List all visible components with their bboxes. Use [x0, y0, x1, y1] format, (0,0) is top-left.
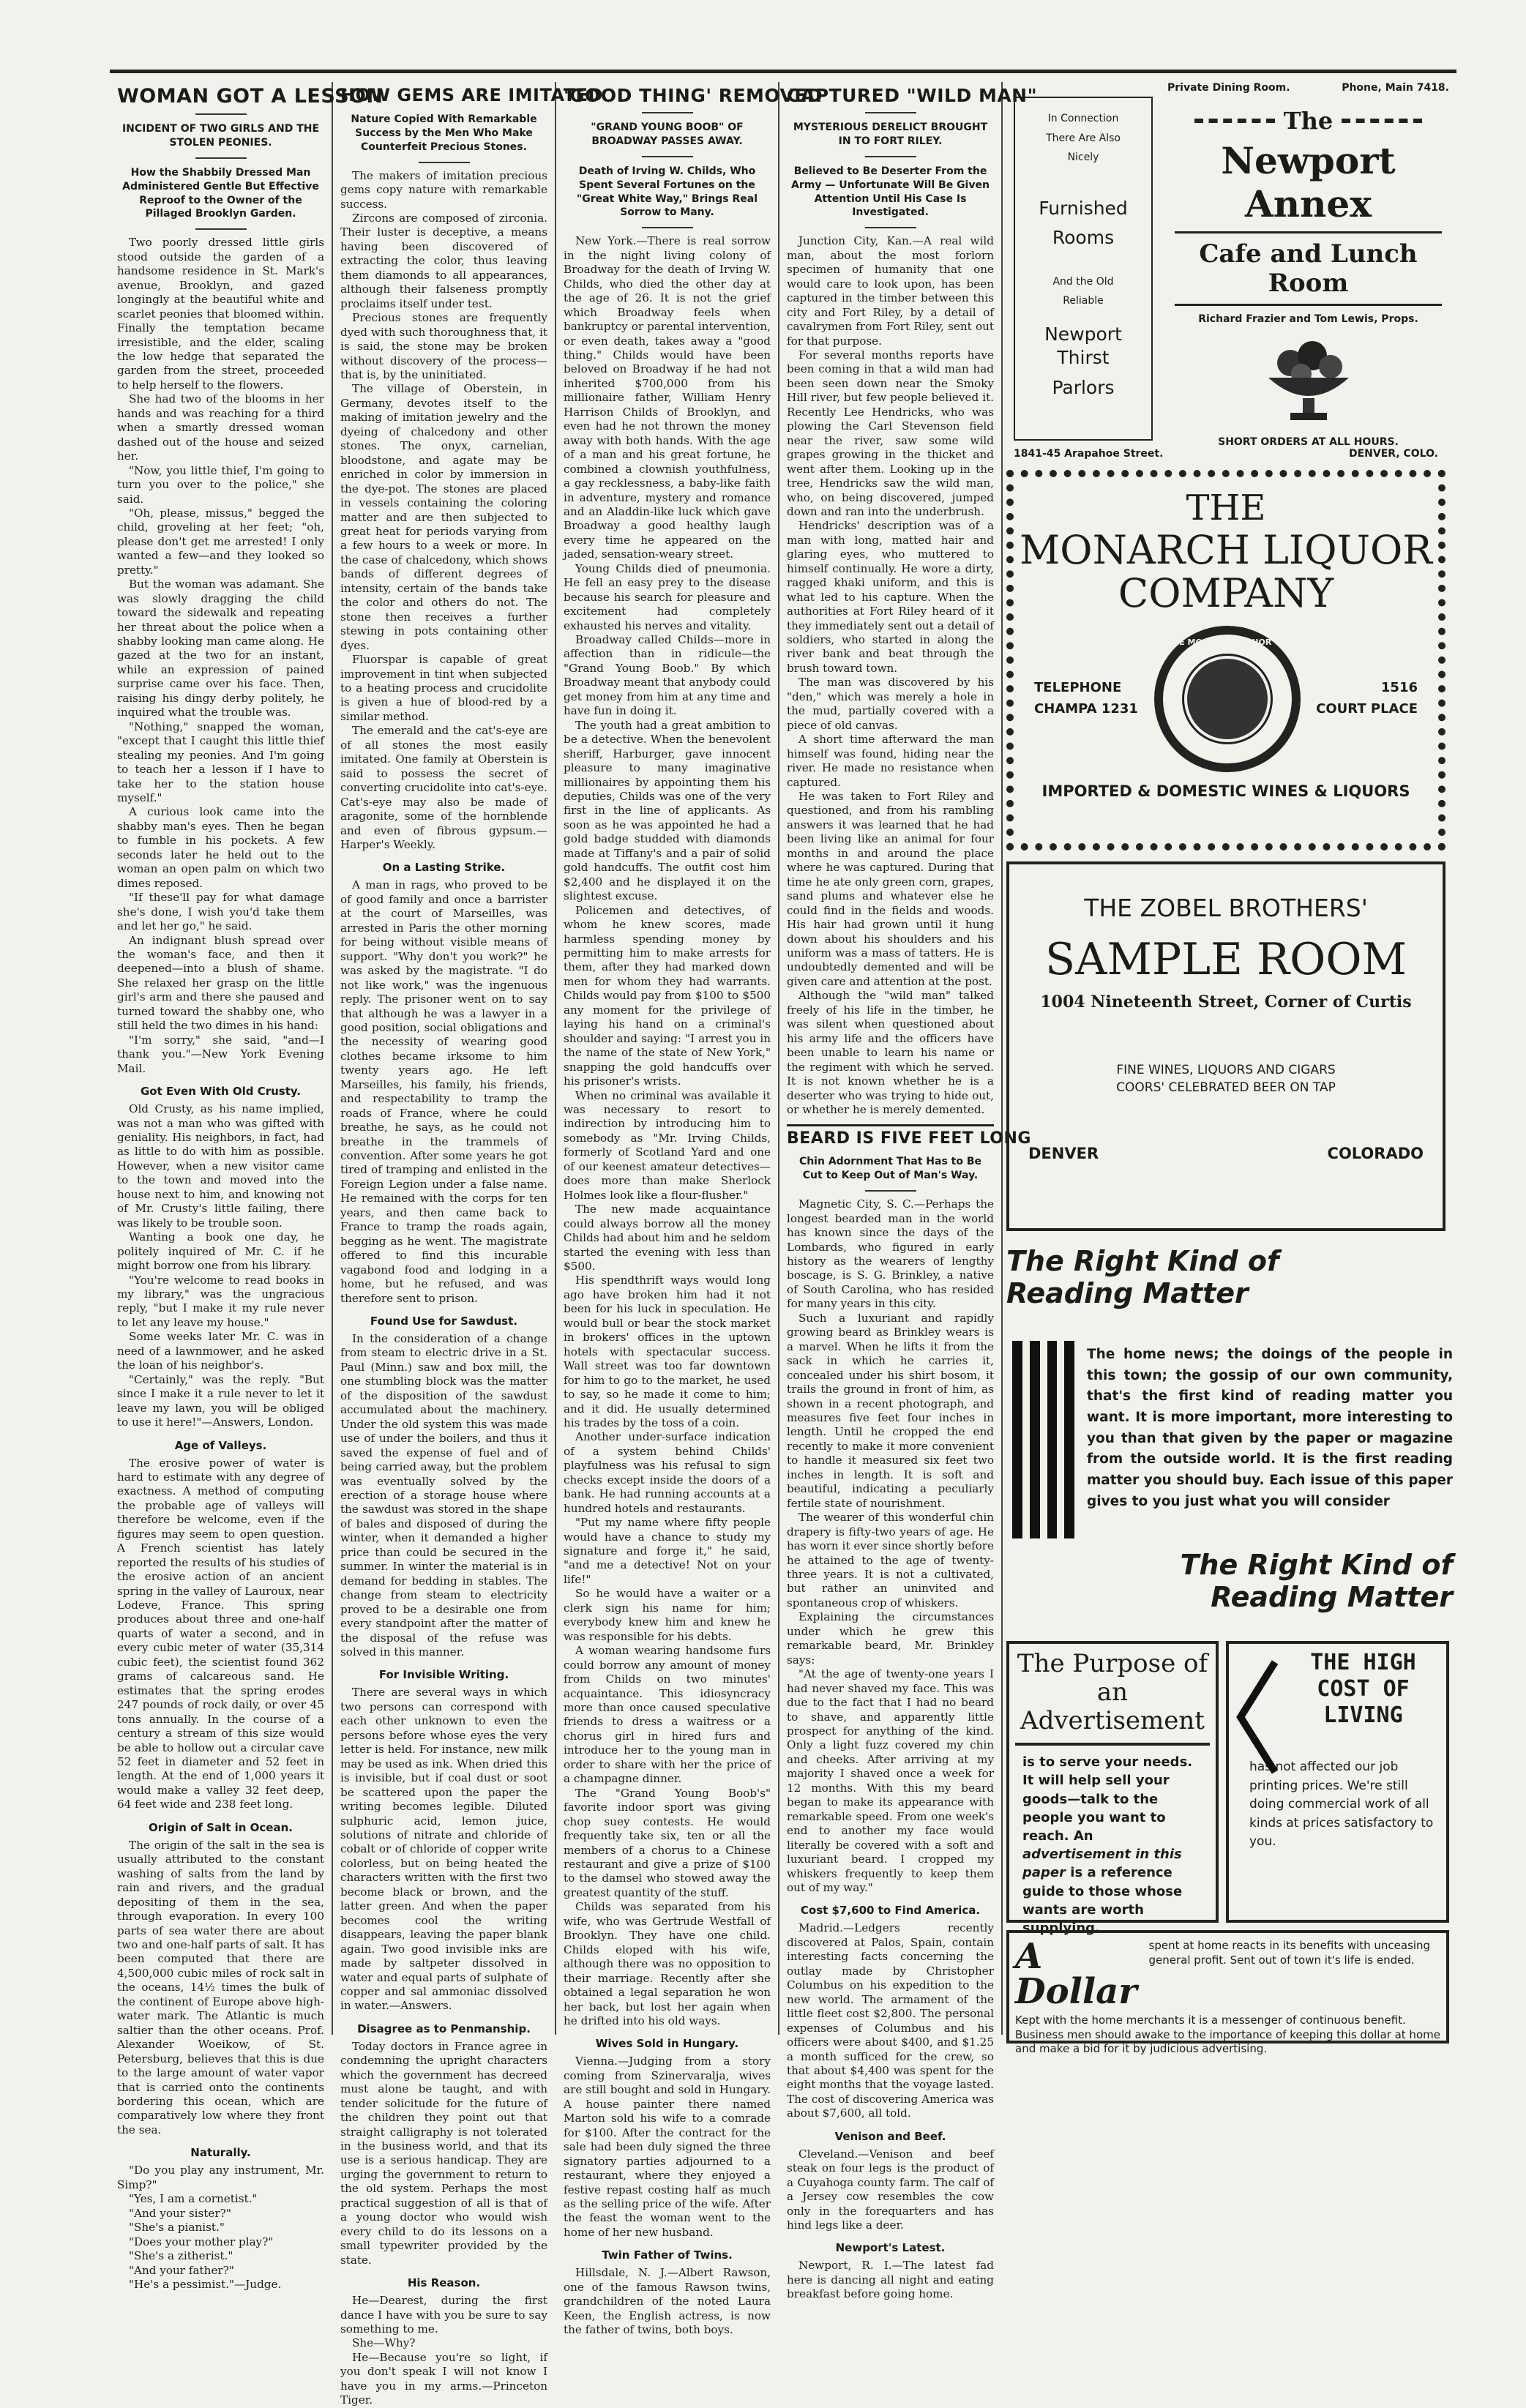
paragraph: "And your father?": [129, 2263, 234, 2277]
paragraph: "She's a zitherist.": [129, 2249, 233, 2263]
paragraph: Although the "wild man" talked freely of his life in the timber, he was silent when questioned about his army life and the officers have been unable to learn his name or the regiment with which he served. It is not known whether he is a deserter who was trying to hide out, or whether he is merely demented.: [787, 989, 994, 1116]
subheading: His Reason.: [407, 2276, 481, 2290]
paragraph: Two poorly dressed little girls stood outside the garden of a handsome residence in St. Mark's avenue, Brooklyn, and gazed longingly at the beautiful white and scarlet peonies that bloomed within. Finally the temptation became irresistible, and the elder, scaling the low hedge that separated the garden from the street, proceeded to help herself to the flowers.: [117, 236, 324, 392]
ad-text: IMPORTED & DOMESTIC WINES & LIQUORS: [1041, 782, 1410, 800]
paragraph: Old Crusty, as his name implied, was not a man who was gifted with geniality. His neighbors, in fact, had as little to do with him as possible. However, when a new visitor came to the town and moved into the house next to him, and knowing not of Mr. Crusty's little failing, there was likely to be trouble soon.: [117, 1102, 324, 1230]
ad-text: Furnished: [1039, 197, 1128, 219]
paragraph: Hendricks' description was of a man with long, matted hair and glaring eyes, who muttered to himself continually. He wore a dirty, ragged khaki uniform, and this is what led to his capture. When the authorities at Fort Riley heard of it they immediately sent out a detail of soldiers, who started in along the river bank and beat through the brush toward town.: [787, 519, 994, 675]
ad-text: Newport Annex: [1221, 139, 1396, 225]
newspaper-page: [110, 70, 1456, 2407]
paragraph: "Yes, I am a cornetist.": [129, 2192, 258, 2206]
paragraph: "Certainly," was the reply. "But since I make it a rule never to let it leave my lawn, you will be obliged to use it here!"—Answers, London.: [117, 1372, 324, 1429]
ad-text: The Right Kind of: [1180, 1549, 1453, 1581]
purpose-ad: [1006, 1641, 1219, 1936]
paragraph: "Now, you little thief, I'm going to turn you over to the police," she said.: [117, 463, 324, 506]
subheading: Found Use for Sawdust.: [370, 1315, 518, 1328]
monarch-liquor-ad: [1006, 470, 1445, 850]
rule: [642, 156, 693, 157]
headline-wild-man: CAPTURED "WILD MAN": [787, 85, 1038, 106]
ad-text: FINE WINES, LIQUORS AND CIGARS: [1116, 1063, 1336, 1077]
rule: [195, 113, 247, 115]
paragraph: The man was discovered by his "den," which was merely a hole in the mud, partially covered with a piece of old canvas.: [787, 676, 994, 732]
paragraph: Childs was separated from his wife, who was Gertrude Westfall of Brooklyn. They have one child. Childs eloped with his wife, although there was no opposition to their marriage. Recently after she obtained a legal separation he won her back, but lost her again when he drifted into his old ways.: [564, 1900, 771, 2027]
ad-text: Reading Matter: [1006, 1276, 1249, 1309]
paragraph: The youth had a great ambition to be a detective. When the benevolent sheriff, Harburger, gave innocent pleasure to many imaginative millionaires by appointing them his deputies, Childs was one of the very first in the line of applicants. As soon as he was appointed he had a gold badge studded with diamonds made at Tiffany's and a pair of solid gold handcuffs. The outfit cost him $2,400 and he displayed it on the slightest excuse.: [564, 718, 771, 903]
ad-text: CHAMPA 1231: [1034, 700, 1138, 717]
subheading: On a Lasting Strike.: [382, 861, 506, 875]
paragraph: There are several ways in which two persons can correspond with each other unknown to even the persons before whose eyes the very letter is held. For instance, new milk may be used as ink. When dried this is invisible, but if coal dust or soot be scattered upon the paper the writing becomes legible. Diluted sulphuric acid, lemon juice, solutions of nitrate and chloride of cobalt or of chloride of copper write colorless, but on being heated the characters written with the first two become black or brown, and the latter green. And when the paper becomes cool the writing disappears, leaving the paper blank again. Two good invisible inks are made by saltpeter dissolved in water and equal parts of sulphate of copper and sal ammoniac dissolved in water.—Answers.: [340, 1686, 547, 2013]
ad-text: 1516: [1380, 679, 1418, 695]
ad-text: SHORT ORDERS AT ALL HOURS.: [1218, 436, 1399, 448]
deck: "GRAND YOUNG BOOB" OF BROADWAY PASSES AWAY.: [591, 121, 744, 147]
subheading: Cost $7,600 to Find America.: [800, 1904, 981, 1918]
paragraph: The village of Oberstein, in Germany, devotes itself to the making of imitation jewelry and the dyeing of chalcedony and other stones. The onyx, carnelian, bloodstone, and agate may be enriched in color by immersion in the dye-pot. The stones are placed in vessels containing the coloring matter and are then subjected to great heat for periods varying from a few hours to a week or more. In the case of chalcedony, which shows bands of different degrees of intensity, certain of the bands take the color and others do not. The stone then receives a further stewing in pots containing other dyes.: [340, 382, 547, 652]
subheading: Disagree as to Penmanship.: [357, 2022, 531, 2035]
monarch-phone: [1034, 678, 1138, 720]
ad-text: COURT PLACE: [1316, 700, 1418, 717]
paragraph: The "Grand Young Boob's" favorite indoor sport was giving chop suey contests. He would frequently take six, ten or all the members of a chorus to a Chinese restaurant and give a prize of $100 to the damsel who stowed away the greatest quantity of the stuff.: [564, 1786, 771, 1899]
paragraph: She—Why?: [352, 2336, 416, 2350]
purpose-body: [1015, 1753, 1210, 1937]
headline-good-thing: 'GOOD THING' REMOVED: [564, 85, 823, 106]
ad-text: has not affected our job printing prices. We're still doing commercial work of all kinds at prices satisfactory to you.: [1249, 1760, 1434, 1849]
paragraph: The emerald and the cat's-eye are of all stones the most easily imitated. One family at Oberstein is said to possess the secret of converting crucidolite into cat's-eye. Cat's-eye may also be made of aragonite, some of the hornblende and even of fibrous gypsum.—Harper's Weekly.: [340, 724, 547, 851]
zobel-brothers-ad: [1006, 861, 1445, 1231]
rule: [195, 157, 247, 159]
ad-text: Cafe and Lunch Room: [1199, 239, 1418, 298]
paragraph: Precious stones are frequently dyed with such thoroughness that, it is said, the stone may be broken without discovery of the process—that is, by the uninitiated.: [340, 311, 547, 382]
column-3: [556, 82, 823, 2337]
paragraph: Madrid.—Ledgers recently discovered at Palos, Spain, contain interesting facts concerning the outlay made by Christopher Columbus on his expedition to the new world. The armament of the little fleet cost $2,800. The personal expenses of Columbus and his officers were about $400, and $1.25 a month sufficed for the crew, so that about $4,400 was spent for the eight months that the voyage lasted. The cost of discovering America was about $7,600, all told.: [787, 1921, 994, 2120]
newport-annex-ad: [1160, 82, 1456, 448]
paragraph: His spendthrift ways would long ago have broken him had it not been for his luck in speculation. He would bull or bear the stock market in brokers' offices in the uptown hotels with spectacular success. Wall street was too far downtown for him to go to the market, he used to say, so he made it come to him; and it did. He usually determined his trades by the toss of a coin.: [564, 1274, 771, 1429]
paragraph: Magnetic City, S. C.—Perhaps the longest bearded man in the world has known since the days of the Lombards, who figured in early history as the wearers of lengthy boscage, is S. G. Brinkley, a native of South Carolina, who has resided for many years in this city.: [787, 1197, 994, 1311]
ad-text: COMPANY: [1118, 570, 1334, 617]
paragraph: Policemen and detectives, of whom he knew scores, made harmless spending money by permitting him to make arrests for them, after they had marked down men for whom they had warrants. Childs would pay from $100 to $500 any moment for the privilege of laying his hand on a criminal's shoulder and saying: "I arrest you in the name of the state of New York," snapping the gold handcuffs over his prisoner's wrists.: [564, 903, 771, 1088]
ad-text: TELEPHONE: [1034, 679, 1122, 695]
rkrm-end: [1180, 1549, 1453, 1613]
deck: Death of Irving W. Childs, Who Spent Several Fortunes on the "Great White Way," Brings Real Sorrow to Many.: [576, 165, 758, 219]
ad-text: There Are Also: [1046, 132, 1121, 144]
paragraph: "She's a pianist.": [129, 2221, 225, 2235]
paragraph: "Does your mother play?": [129, 2235, 274, 2248]
paragraph: When no criminal was available it was necessary to resort to indirection by introducing him to somebody as "Mr. Irving Childs, formerly of Scotland Yard and one of our keenest amateur detectives—does more than make Sherlock Holmes look like a flour-flusher.": [564, 1088, 771, 1202]
ad-text: Newport Thirst: [1044, 323, 1122, 369]
paragraph: Such a luxuriant and rapidly growing beard as Brinkley wears is a marvel. When he lifts it from the sack in which he carries it, concealed under his shirt bosom, it trails the ground in front of him, as shown in a recent photograph, and measures five feet four inches in length. Until he cropped the end recently to make it more convenient to handle it measured six feet two inches in length. It is soft and beautiful, indicating a peculiarly fertile state of nourishment.: [787, 1311, 994, 1510]
vertical-bars-icon: [1012, 1341, 1074, 1538]
advertisements: [1006, 82, 1456, 2055]
paragraph: But the woman was adamant. She was slowly dragging the child toward the sidewalk and repeating her threat about the police when a shabby looking man came along. He gazed at the two for an instant, while an expression of pained surprise came over his face. Then, raising his dingy derby politely, he inquired what the trouble was.: [117, 577, 324, 719]
paragraph: "And your sister?": [129, 2206, 231, 2220]
ad-text: Nicely: [1067, 152, 1099, 164]
ad-text: THE ZOBEL BROTHERS': [1084, 894, 1368, 922]
paragraph: An indignant blush spread over the woman's face, and then it deepened—into a blush of shame. She relaxed her grasp on the little girl's arm and there she paused and turned toward the shabby one, who still held the two dimes in his hand:: [117, 933, 324, 1033]
paragraph: Today doctors in France agree in condemning the upright characters which the government has decreed must alone be taught, and with tender solicitude for the future of the children they point out that straight calligraphy is not tolerated in the business world, and that its use is a serious handicap. They are urging the government to return to the old system. Perhaps the most practical suggestion of all is that of a young doctor who would wish every child to do its lessons on a small typewriter provided by the state.: [340, 2039, 547, 2267]
ad-text: Kept with the home merchants it is a messenger of continuous benefit. Business men should awake to the importance of keeping this dollar at home and make a bid for it by judicious advertising.: [1015, 2013, 1440, 2055]
paragraph: Broadway called Childs—more in affection than in ridicule—the "Grand Young Boob." By which Broadway meant that anybody could get money from him at any time and have fun in doing it.: [564, 633, 771, 718]
deck: INCIDENT OF TWO GIRLS AND THE STOLEN PEONIES.: [121, 123, 320, 149]
paragraph: "Put my name where fifty people would have a chance to study my signature and forge it," he said, "and me a detective! Not on your life!": [564, 1516, 771, 1586]
dollar-ad: [1006, 1930, 1449, 2055]
paragraph: "He's a pessimist."—Judge.: [129, 2277, 282, 2291]
ad-text: SAMPLE ROOM: [1045, 934, 1407, 985]
paragraph: The makers of imitation precious gems copy nature with remarkable success.: [340, 168, 547, 211]
subheading: Venison and Beef.: [834, 2129, 946, 2143]
ad-the-row: [1160, 107, 1456, 135]
paragraph: In the consideration of a change from steam to electric drive in a St. Paul (Minn.) saw and box mill, the one stumbling block was the matter of the disposition of the sawdust accumulated about the machinery. Under the old system this was made use of under the boilers, and thus it saved the expense of fuel and of being carried away, but the problem was eventually solved by the erection of a storage house where the sawdust was stored in the shape of bales and disposed of during the winter, when it demanded a higher price than could be secured in the summer. In winter the material is in demand for bedding in stables. The change from steam to electricity proved to be a desirable one from every standpoint after the matter of the disposal of the refuse was solved in this manner.: [340, 1332, 547, 1659]
ad-text: Reading Matter: [1211, 1580, 1453, 1613]
zobel-footer: [1009, 1145, 1443, 1162]
rule: [865, 112, 916, 113]
ad-text: COORS' CELEBRATED BEER ON TAP: [1116, 1080, 1336, 1095]
paragraph: Wanting a book one day, he politely inquired of Mr. C. if he might borrow one from his library.: [117, 1230, 324, 1273]
ad-text: Parlors: [1052, 376, 1115, 398]
ad-text: THE: [1186, 487, 1266, 528]
ad-text: The: [1283, 107, 1334, 135]
deck: Chin Adornment That Has to Be Cut to Keep Out of Man's Way.: [798, 1156, 982, 1182]
ad-text: is to serve your needs. It will help sell your goods—talk to the people you want to reach. An: [1022, 1754, 1193, 1844]
paragraph: For several months reports have been coming in that a wild man had been seen down near the Smoky Hill river, but few people believed it. Recently Lee Hendricks, who was plowing the Carl Stevenson field near the river, saw some wild grapes growing in the thicket and went after them. Looking up in the tree, Hendricks saw the wild man, who, on being discovered, jumped down and ran into the underbrush.: [787, 348, 994, 518]
paragraph: Young Childs died of pneumonia. He fell an easy prey to the disease because his search for pleasure and excitement had completely exhausted his nerves and vitality.: [564, 561, 771, 632]
ad-text: is a reference guide to those whose wants are worth supplying.: [1022, 1865, 1183, 1936]
paragraph: He—Dearest, during the first dance I have with you be sure to say something to me.: [340, 2294, 547, 2336]
ad-text: The Right Kind of: [1006, 1245, 1279, 1277]
column-2: [333, 82, 603, 2407]
paragraph: The origin of the salt in the sea is usually attributed to the constant washing of salts from the land by rain and rivers, and the gradual depositing of them in the sea, through evaporation. In every 100 parts of sea water there are about two and one-half parts of salt. It has been computed that there are 4,500,000 cubic miles of rock salt in the oceans, 14½ times the bulk of the continent of Europe above high-water mark. The Atlantic is much saltier than the other oceans. Prof. Alexander Woeikow, of St. Petersburg, believes that this is due to the large amount of water vapor that is carried onto the continents bordering this ocean, which are comparatively low where they front the sea.: [117, 1838, 324, 2136]
ad-text: Private Dining Room.: [1167, 82, 1290, 94]
paragraph: Zircons are composed of zirconia. Their luster is deceptive, a means having been discovered of extracting the color, thus leaving them diamonds to all appearances, although their falseness promptly proclaims itself under test.: [340, 212, 547, 310]
headline-gems: HOW GEMS ARE IMITATED: [340, 85, 603, 105]
rule: [865, 156, 916, 157]
high-title: [1286, 1650, 1440, 1729]
paragraph: She had two of the blooms in her hands and was reaching for a third when a smartly dressed woman dashed out of the house and seized her.: [117, 392, 324, 463]
paragraph: The new made acquaintance could always borrow all the money Childs had about him and he seldom started the evening with less than $500.: [564, 1203, 771, 1273]
paragraph: A man in rags, who proved to be of good family and once a barrister at the court of Marseilles, was arrested in Paris the other morning for being without visible means of support. "Why don't you work?" he was asked by the magistrate. "I do not like work," was the ingenuous reply. The prisoner went on to say that although he was a lawyer in a good position, social obligations and the necessity of wearing good clothes became irksome to him twenty years ago. He left Marseilles, his family, his friends, and respectability to tramp the roads of France, where he could breathe, he says, as he could not breathe in the trammels of convention. After some years he got tired of tramping and enlisted in the Foreign Legion under a false name. He remained with the corps for ten years, and then came back to France to tramp the roads again, begging as he went. The magistrate offered to find this incurable vagabond food and lodging in a home, but he refused, and was therefore sent to prison.: [340, 878, 547, 1305]
subheading: Got Even With Old Crusty.: [140, 1085, 301, 1099]
headline-woman-got-a-lesson: WOMAN GOT A LESSON: [117, 85, 384, 108]
rule: [1342, 119, 1422, 123]
ad-text: THE HIGH: [1310, 1650, 1416, 1675]
paragraph: A short time afterward the man himself was found, hiding near the river. He made no resistance when captured.: [787, 733, 994, 789]
paragraph: Newport, R. I.—The latest fad here is dancing all night and eating breakfast before going home.: [787, 2259, 994, 2301]
column-4: [779, 82, 1038, 2301]
subheading: Wives Sold in Hungary.: [595, 2037, 739, 2051]
rule: [865, 1190, 916, 1192]
paragraph: New York.—There is real sorrow in the night living colony of Broadway for the death of Irving W. Childs, who died the other day at the age of 26. It is not the grief which Broadway feels when bankruptcy or parental intervention, or even death, takes away a "good thing." Childs would have been beloved on Broadway if he had not inherited $700,000 from his millionaire father, William Henry Harrison Childs of Brooklyn, and even had he not thrown the money away with both hands. With the age of a man and his great fortune, he combined a clownish youthfulness, a gay recklessness, a baby-like faith in adventure, mystery and romance and an Aladdin-like luck which gave Broadway a good healthy laugh every time he appeared on the jaded, sensation-weary street.: [564, 234, 771, 561]
paragraph: "Nothing," snapped the woman, "except that I caught this little thief stealing my peonies. And I'm going to teach her a lesson if I have to take her to the station house myself.": [117, 719, 324, 805]
monarch-address: [1316, 678, 1418, 720]
subheading: Age of Valleys.: [174, 1438, 267, 1452]
subheading: Newport's Latest.: [835, 2241, 946, 2255]
rule: [419, 162, 470, 163]
rule: [195, 228, 247, 230]
ad-text: And the Old: [1052, 275, 1114, 288]
ad-text: The home news; the doings of the people in this town; the gossip of our own community, that's the first kind of reading matter you want. It is more important, more interesting to you than that given by the paper or magazine from the outside world. It is the first reading matter you should buy. Each issue of this paper gives to you just what you will consider: [1087, 1347, 1453, 1509]
annex-address-row: [1006, 448, 1445, 460]
ad-text: Reliable: [1063, 295, 1104, 307]
ad-text: DENVER: [1028, 1145, 1099, 1162]
paragraph: Hillsdale, N. J.—Albert Rawson, one of the famous Rawson twins, grandchildren of the noted Laura Keen, the English actress, is now the father of twins, both boys.: [564, 2266, 771, 2337]
ad-text: In Connection: [1047, 113, 1119, 124]
paragraph: "At the age of twenty-one years I had never shaved my face. This was due to the fact that I had no beard to shave, and apparently little prospect for anything of the kind. Only a light fuzz covered my chin and cheeks. After arriving at my majority I shaved once a week for 12 months. With this my beard began to make its appearance with remarkable speed. From one week's end to another my face would literally be covered with a soft and luxuriant beard. I cropped my whiskers frequently to keep them out of my way.": [787, 1667, 994, 1894]
paragraph: Vienna.—Judging from a story coming from Szinervaralja, wives are still bought and sold in Hungary. A house painter there named Marton sold his wife to a comrade for $100. After the contract for the sale had been duly signed the three signatory parties adjourned to a restaurant, where they enjoyed a festive repast costing half as much as the selling price of the wife. After the feast the woman went to the home of her new husband.: [564, 2054, 771, 2239]
deck: MYSTERIOUS DERELICT BROUGHT IN TO FORT RILEY.: [793, 121, 988, 147]
paragraph: Fluorspar is capable of great improvement in tint when subjected to a heating process and crucidolite is given a hue of blood-red by a similar method.: [340, 653, 547, 723]
right-kind-reading-ad: [1006, 1246, 1453, 1634]
ad-text: spent at home reacts in its benefits with unceasing general profit. Sent out of town it's life is ended.: [1148, 1939, 1431, 1967]
paragraph: He was taken to Fort Riley and questioned, and from his rambling answers it was learned that he had been living like an animal for four months in and around the place where he was captured. During that time he ate only green corn, grapes, sand plums and whatever else he could find in the fields and woods. His hair had grown until it hung down about his shoulders and his uniform was a mass of tatters. He is undoubtedly demented and will be given care and attention at the post.: [787, 790, 994, 988]
ad-text: 1841-45 Arapahoe Street.: [1014, 448, 1164, 460]
ad-text: Richard Frazier and Tom Lewis, Props.: [1198, 313, 1418, 325]
high-cost-ad: [1226, 1641, 1449, 1923]
chevron-left-icon: [1235, 1659, 1279, 1776]
paragraph: So he would have a waiter or a clerk sign his name for him; everybody knew him and knew he was responsible for his debts.: [564, 1587, 771, 1643]
ad-text: 1004 Nineteenth Street, Corner of Curtis: [1040, 992, 1412, 1012]
lion-seal-icon: [1154, 626, 1301, 772]
rule: [865, 227, 916, 228]
paragraph: "I'm sorry," she said, "and—I thank you."—New York Evening Mail.: [117, 1033, 324, 1075]
ad-text: A Dollar: [1015, 1936, 1137, 2012]
rule: [642, 227, 693, 228]
rule: [642, 112, 693, 113]
paragraph: Some weeks later Mr. C. was in need of a lawnmower, and he asked the loan of his neighbor's.: [117, 1330, 324, 1372]
ad-text: The Purpose of an: [1017, 1649, 1208, 1708]
paragraph: The erosive power of water is hard to estimate with any degree of exactness. A method of computing the probable age of valleys will therefore be welcome, even if the figures may seem to open question. A French scientist has lately reported the results of his studies of the erosive action of an ancient spring in the valley of Lauroux, near Lodeve, France. This spring produces about three and one-half quarts of water a second, and in every cubic meter of water (35,314 cubic feet), the scientist found 362 grams of calcareous sand. He estimates that the spring erodes 247 pounds of rock daily, or over 45 tons annually. In the course of a century a stream of this size would be able to hollow out a circular cave 52 feet in diameter and 52 feet in length. At the end of 1,000 years it would make a valley 32 feet deep, 64 feet wide and 238 feet long.: [117, 1456, 324, 1811]
ad-text: DENVER, COLO.: [1348, 448, 1438, 460]
ad-header: [1160, 82, 1456, 94]
rule: [1194, 119, 1275, 123]
paragraph: "Do you play any instrument, Mr. Simp?": [117, 2164, 324, 2191]
column-1: [110, 82, 384, 2291]
ad-text: LIVING: [1323, 1702, 1403, 1728]
ad-text: advertisement in this paper: [1022, 1847, 1182, 1881]
paragraph: "If these'll pay for what damage she's done, I wish you'd take them and let her go," he said.: [117, 891, 324, 933]
ad-text: THE MONARCH LIQUOR CO: [1167, 637, 1287, 647]
paragraph: Junction City, Kan.—A real wild man, about the most forlorn specimen of humanity that one would care to look upon, has been captured in the timber between this city and Fort Riley, by a detail of cavalrymen from Fort Riley, sent out for that purpose.: [787, 234, 994, 348]
paragraph: "Oh, please, missus," begged the child, groveling at her feet; "oh, please don't get me arrested! I only wanted a few—and they looked so pretty.": [117, 506, 324, 577]
subheading: For Invisible Writing.: [378, 1668, 509, 1682]
fruit-bowl-icon: [1257, 334, 1360, 429]
headline-beard: BEARD IS FIVE FEET LONG: [787, 1129, 1031, 1148]
subheading: Origin of Salt in Ocean.: [149, 1820, 293, 1834]
paragraph: A curious look came into the shabby man's eyes. Then he began to fumble in his pockets. A few seconds later he held out to the woman an open palm on which two dimes reposed.: [117, 805, 324, 890]
ad-text: COLORADO: [1327, 1145, 1424, 1162]
annex-rooms-ad: [1014, 97, 1153, 441]
deck: How the Shabbily Dressed Man Administered Gentle But Effective Reproof to the Owner of the Pillaged Brooklyn Garden.: [122, 166, 319, 220]
ad-text: Phone, Main 7418.: [1342, 82, 1449, 94]
subheading: Twin Father of Twins.: [602, 2248, 733, 2262]
monarch-middle: [1020, 626, 1432, 772]
dollar-top: [1015, 1936, 1440, 2012]
ad-text: Advertisement: [1020, 1706, 1205, 1736]
paragraph: A woman wearing handsome furs could borrow any amount of money from Childs on two minutes' acquaintance. This idiosyncracy more than once caused speculative friends to dress a waitress or a chorus girl in hired furs and introduce her to the young man in order to share with her the price of a champagne dinner.: [564, 1644, 771, 1786]
paragraph: The wearer of this wonderful chin drapery is fifty-two years of age. He has worn it ever since shortly before he attained to the age of twenty-three years. It is not a cultivated, but rather an uninvited and spontaneous crop of whiskers.: [787, 1511, 994, 1609]
paragraph: "You're welcome to read books in my library," was the ungracious reply, "but I make it my rule never to let any leave my house.": [117, 1273, 324, 1329]
subheading: Naturally.: [190, 2146, 251, 2160]
paragraph: Explaining the circumstances under which he grew this remarkable beard, Mr. Brinkley says:: [787, 1610, 994, 1667]
ad-text: MONARCH LIQUOR: [1020, 527, 1432, 573]
paragraph: Cleveland.—Venison and beef steak on four legs is the product of a Cuyahoga county farm. The calf of a Jersey cow resembles the cow only in the forequarters and has hind legs like a deer.: [787, 2147, 994, 2232]
ad-text: COST OF: [1317, 1676, 1410, 1702]
paragraph: Another under-surface indication of a system behind Childs' playfulness was his refusal to sign checks except inside the doors of a bank. He had running accounts at a hundred hotels and restaurants.: [564, 1430, 771, 1515]
deck: Nature Copied With Remarkable Success by the Men Who Make Counterfeit Precious Stones.: [351, 113, 537, 153]
deck: Believed to Be Deserter From the Army — Unfortunate Will Be Given Attention Until His Case Is Investigated.: [791, 165, 990, 219]
ad-text: Rooms: [1052, 227, 1115, 249]
paragraph: He—Because you're so light, if you don't speak I will not know I have you in my arms.—Princeton Tiger.: [340, 2350, 547, 2407]
